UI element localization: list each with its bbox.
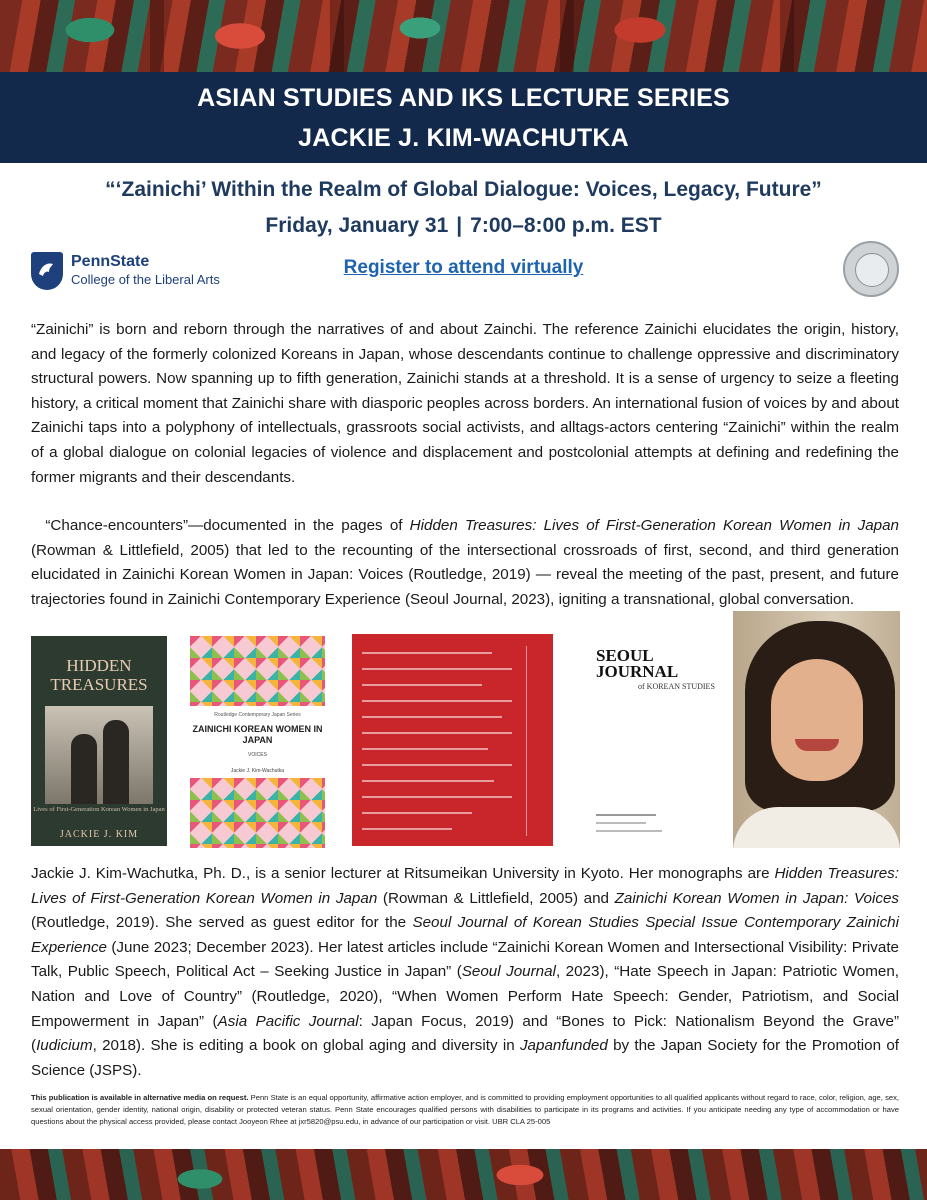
header-photo [0, 0, 927, 72]
contents-line [362, 652, 492, 654]
abstract-paragraph-2 [31, 514, 899, 612]
cover-subtitle: VOICES [248, 752, 267, 758]
contents-line [362, 764, 512, 766]
contents-line [362, 780, 494, 782]
bio-text: , 2018). She is editing a book on global aging and diversity in [92, 1037, 520, 1055]
register-link[interactable]: Register to attend virtually [343, 257, 584, 278]
book-covers-row [0, 610, 927, 850]
event-time: 7:00–8:00 p.m. EST [470, 214, 662, 237]
contents-line [362, 812, 472, 814]
cover-subtitle: Lives of First-Generation Korean Women in Japan [33, 806, 165, 813]
triangle-pattern [190, 778, 325, 848]
separator: | [456, 214, 463, 237]
bio-italic: Asia Pacific Journal [217, 1012, 359, 1030]
abstract-paragraph-1: “Zainichi” is born and reborn through the narratives of and about Zainchi. The reference Zainichi elucidates the origin, history, and legacy of the formerly colonized Koreans in Japan, whose descendants continue to challenge oppressive and discriminatory structural powers. Now spanning up to fifth generation, Zainichi stands at a threshold. It is a sense of urgency to seize a fleeting history, a critical moment that Zainichi share with diasporic peoples across borders. An international fusion of voices by and about Zainichi taps into a polyphony of intellectuals, grassroots social activists, and alltags-actors centering “Zainichi” within the realm of a global dialogue on colonial legacies of violence and displacement and postcolonial attempts at defining and redefining the former migrants and their descendants. [31, 321, 899, 486]
book-title-italic: Hidden Treasures: Lives of First-Generation Korean Women in Japan [409, 517, 899, 534]
portrait-smile [795, 739, 839, 751]
seal-center [855, 253, 889, 287]
bio-text: by the Japan Society for the Promotion of Science (JSPS). [31, 1037, 899, 1079]
contents-line [362, 700, 512, 702]
footer-bold: This publication is available in alternative media on request. [31, 1093, 249, 1102]
bio-italic: Seoul Journal [461, 963, 556, 981]
journal-subtitle: of KOREAN STUDIES [638, 682, 715, 691]
bio-text: : Japan Focus, 2019) and “Bones to Pick: Nationalism Beyond the Grave” ( [31, 1012, 900, 1055]
event-datetime [0, 214, 927, 238]
contents-line [362, 684, 482, 686]
abstract-text: “Chance-encounters”—documented in the pages of [45, 517, 410, 534]
speaker-name: JACKIE J. KIM-WACHUTKA [298, 124, 629, 152]
roof-beam [560, 0, 574, 72]
bio-italic: Japanfunded [519, 1037, 608, 1055]
abstract-text: (Rowman & Littlefield, 2005) that led to the recounting of the intersectional crossroads of first, second, and third generation elucidated in Zainichi Korean Women in Japan: Voices (Routledge, 2019) — reveal the meeting of the past, present, and future trajectories found in Zainichi Contemporary Experience (Seoul Journal, 2023), igniting a transnational, global conversation. [31, 541, 899, 608]
bio-text: (Routledge, 2019). She served as guest editor for the [31, 914, 413, 932]
speaker-portrait [733, 611, 900, 848]
cover-title: HIDDEN TREASURES [50, 656, 148, 694]
bio-text: , 2023), “Hate Speech in Japan: Patriotic Women, Nation and Love of Country” (Routledge, 2020), “When Women Perform Hate Speech: Gender, Patriotism, and Social Empowerment in Japan” ( [31, 963, 899, 1030]
talk-title: “‘Zainichi’ Within the Realm of Global Dialogue: Voices, Legacy, Future” [105, 178, 822, 201]
journal-detail-line [596, 822, 646, 824]
college-name: College of the Liberal Arts [71, 272, 220, 287]
figure-silhouette [71, 734, 97, 804]
footer-text: Penn State is an equal opportunity, affirmative action employer, and is committed to providing employment opportunities to all qualified applicants without regard to race, color, religion, age, sex, sexual orientation, gender identity, national origin, disability or protected veteran status. Penn State encourages qualified persons with disabilities to participate in its programs and activities. If you anticipate needing any type of accommodation or have questions about the physical access provided, please contact Jooyeon Rhee at jxr5820@psu.edu, in advance of our participation or visit. UBR CLA 25-005 [31, 1093, 899, 1126]
journal-detail-line [596, 830, 662, 832]
roof-beam [150, 0, 164, 72]
journal-title: SEOUL JOURNAL [596, 646, 679, 681]
aks-seal-icon [843, 241, 899, 297]
cover-title-band [190, 706, 325, 778]
event-date: Friday, January 31 [265, 214, 449, 237]
speaker-bio [31, 862, 899, 1083]
portrait-face [771, 659, 863, 781]
bio-italic: Seoul Journal of Korean Studies Special Issue Contemporary Zainichi Experience [31, 914, 899, 956]
cover-series: Routledge Contemporary Japan Series [214, 712, 301, 718]
university-name: PennState [71, 253, 150, 270]
zainichi-voices-cover [190, 636, 325, 848]
portrait-clothing [733, 807, 900, 848]
bio-text: (Rowman & Littlefield, 2005) and [377, 889, 615, 907]
hidden-treasures-cover [31, 636, 167, 846]
triangle-pattern [190, 636, 325, 706]
contents-line [362, 716, 502, 718]
contents-line [362, 668, 512, 670]
roof-beam [780, 0, 794, 72]
cover-author: Jackie J. Kim-Wachutka [230, 768, 285, 774]
bio-italic: Iudicium [36, 1037, 93, 1055]
bio-italic: Zainichi Korean Women in Japan: Voices [614, 889, 899, 907]
seoul-journal-back-cover [352, 634, 553, 846]
journal-detail-line [596, 814, 656, 816]
contents-line [362, 748, 488, 750]
legal-footer [31, 1092, 899, 1128]
contents-line [362, 796, 512, 798]
series-title: ASIAN STUDIES AND IKS LECTURE SERIES [197, 84, 730, 112]
cover-author: JACKIE J. KIM [59, 829, 139, 840]
bio-text: Jackie J. Kim-Wachutka, Ph. D., is a senior lecturer at Ritsumeikan University in Kyoto. Her monographs are [31, 865, 775, 882]
cover-title: ZAINICHI KOREAN WOMEN IN JAPAN [192, 724, 323, 745]
footer-photo [0, 1149, 927, 1200]
figure-silhouette [103, 720, 129, 804]
bio-text: (June 2023; December 2023). Her latest articles include “Zainichi Korean Women and Intersectional Visibility: Private Talk, Public Speech, Political Act – Seeking Justice in Japan” ( [31, 938, 899, 981]
contents-line [362, 828, 452, 830]
contents-line [362, 732, 512, 734]
cover-photo [45, 706, 153, 804]
spine-strip [526, 646, 537, 836]
bio-italic: Hidden Treasures: Lives of First-Generation Korean Women in Japan [31, 865, 899, 907]
seoul-journal-cover [586, 638, 716, 846]
title-banner [0, 72, 927, 163]
roof-beam [330, 0, 344, 72]
